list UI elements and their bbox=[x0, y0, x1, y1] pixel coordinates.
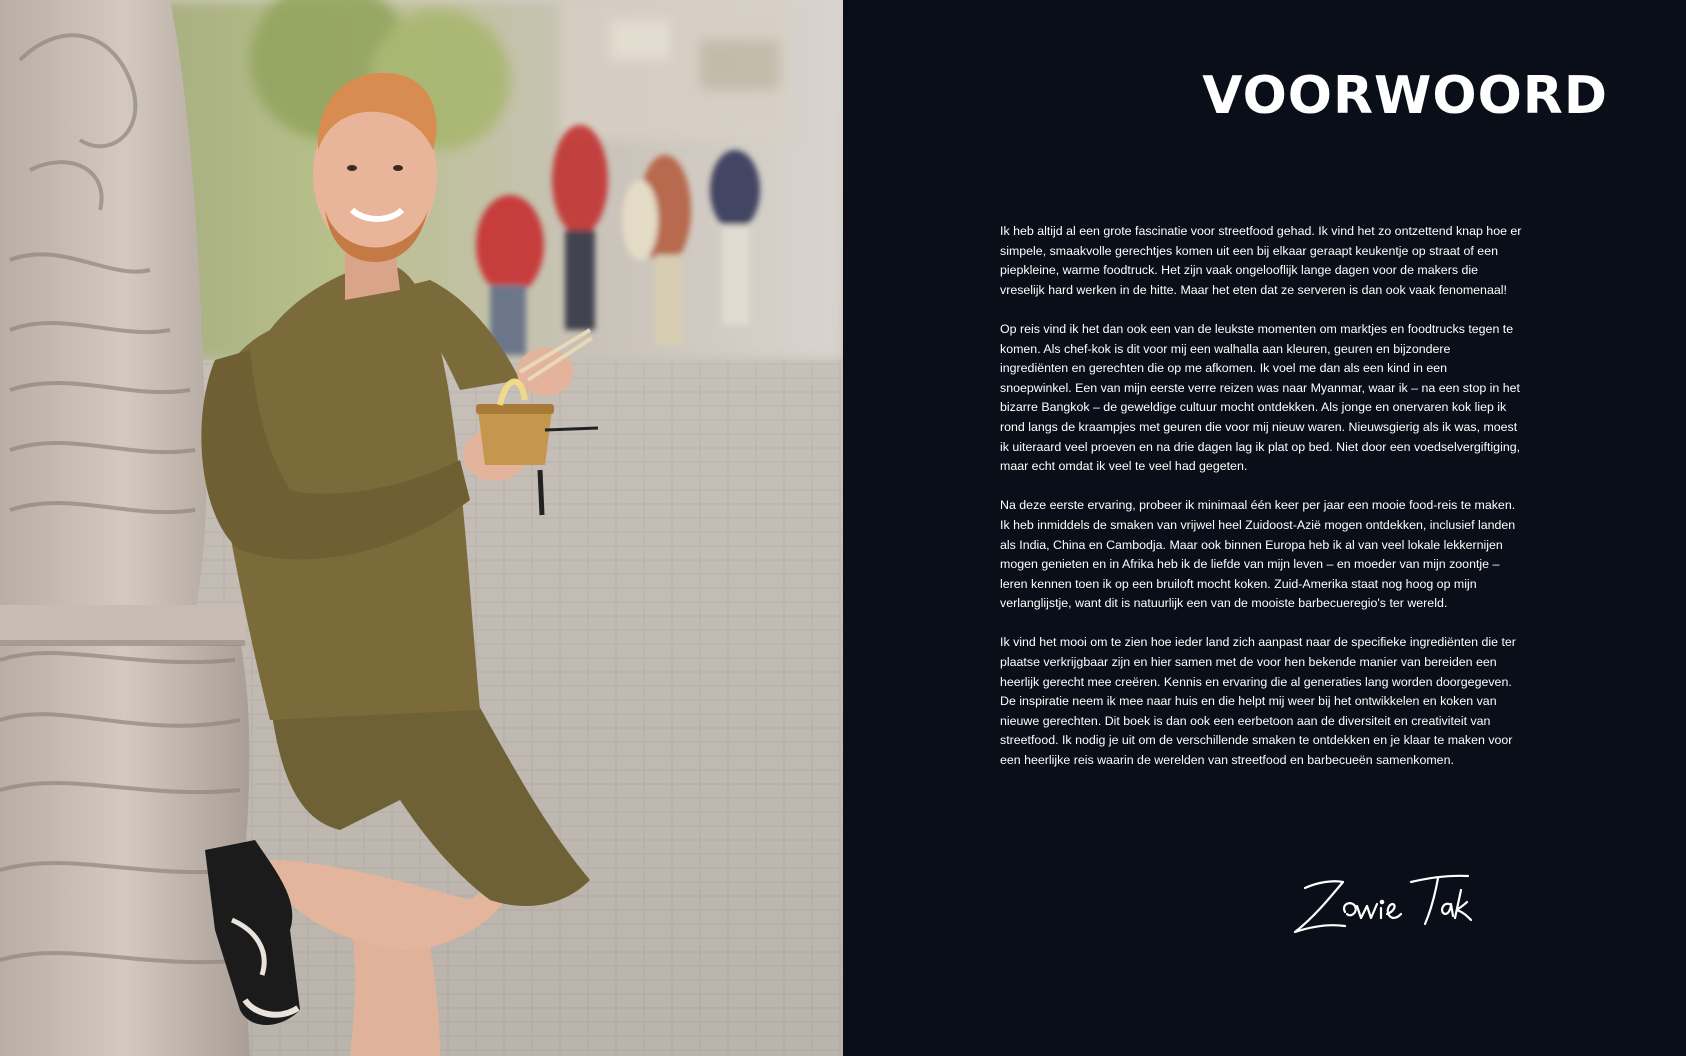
foreword-body bbox=[1000, 222, 1522, 790]
paragraph: Ik heb altijd al een grote fascinatie voor streetfood gehad. Ik vind het zo ontzettend knap hoe er simpele, smaakvolle gerechtjes komen uit een bij elkaar geraapt keukentje op straat of een piepkleine, warme foodtruck. Het zijn vaak ongelooflijk lange dagen voor de makers die vreselijk hard werken in de hitte. Maar het eten dat ze serveren is dan ook vaak fenomenaal! bbox=[1000, 224, 1522, 297]
foreword-page bbox=[843, 0, 1686, 1056]
paragraph: Na deze eerste ervaring, probeer ik minimaal één keer per jaar een mooie food-reis te maken. Ik heb inmiddels de smaken van vrijwel heel Zuidoost-Azië mogen ontdekken, inclusief landen als India, China en Cambodja. Maar ook binnen Europa heb ik al van veel lokale lekkernijen mogen genieten en in Afrika heb ik de liefde van mijn leven – en moeder van mijn zoontje – leren kennen toen ik op een bruiloft mocht koken. Zuid-Amerika staat nog hoog op mijn verlanglijstje, want dit is natuurlijk een van de mooiste barbecueregio's ter wereld. bbox=[1000, 498, 1516, 611]
paragraph: Op reis vind ik het dan ook een van de leukste momenten om marktjes en foodtrucks tegen te komen. Als chef-kok is dit voor mij een walhalla aan kleuren, geuren en bijzondere ingrediënten en gerechten die op me afkomen. Ik voel me dan als een kind in een snoepwinkel. Een van mijn eerste verre reizen was naar Myanmar, waar ik – na een stop in het bizarre Bangkok – de geweldige cultuur mocht ontdekken. Als jonge en onervaren kok liep ik rond langs de kraampjes met geuren die voor mij nieuw waren. Nieuwsgierig als ik was, moest ik uiteraard veel proeven en na drie dagen lag ik plat op bed. Niet door een voedselvergiftiging, maar echt omdat ik veel te veel had gegeten. bbox=[1000, 321, 1521, 474]
signature bbox=[1283, 860, 1503, 940]
paragraph: Ik vind het mooi om te zien hoe ieder land zich aanpast naar de specifieke ingrediënten die ter plaatse verkrijgbaar zijn en hier samen met de voor hen bekende manier van bereiden een heerlijk gerecht mee creëren. Kennis en ervaring die al generaties lang worden doorgegeven. De inspiratie neem ik mee naar huis en die helpt mij weer bij het ontwikkelen en koken van nieuwe gerechten. Dit boek is dan ook een eerbetoon aan de diversiteit en creativiteit van streetfood. Ik nodig je uit om de verschillende smaken te ontdekken en je klaar te maken voor een heerlijke reis waarin de werelden van streetfood en barbecueën samenkomen. bbox=[1000, 635, 1516, 768]
page-heading: VOORWOORD bbox=[1202, 66, 1608, 126]
